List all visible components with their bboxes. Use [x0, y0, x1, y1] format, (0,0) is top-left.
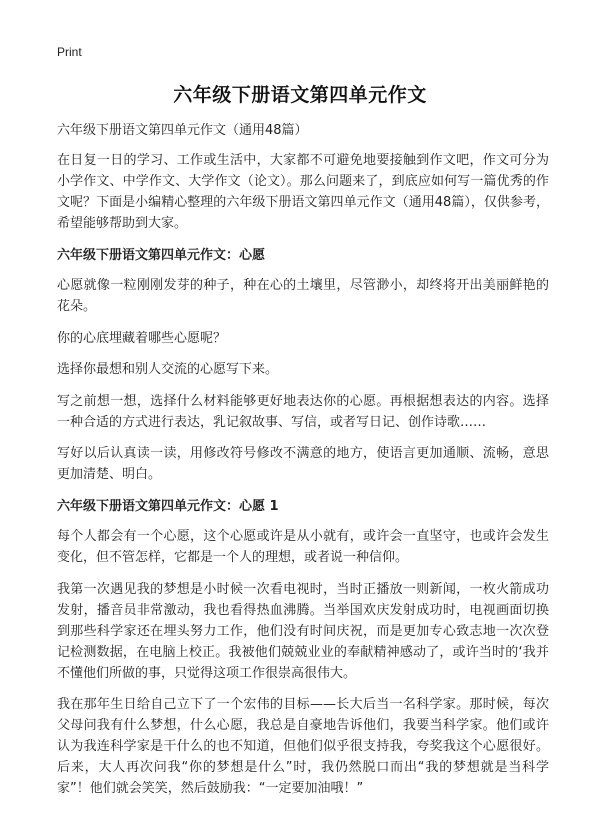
paragraph: 你的心底埋藏着哪些心愿呢？	[57, 330, 227, 346]
page-title: 六年级下册语文第四单元作文	[173, 84, 427, 106]
paragraph: 我在那年生日给自己立下了一个宏伟的目标——长大后当一名科学家。那时候，每次父母问我有什么梦想，什么心愿，我总是自豪地告诉他们，我要当科学家。他们或许认为我连科学家是干什么的也不知道，但他们似乎很支持我，夸奖我这个心愿很好。后来，大人再次问我“你的梦想是什么”时，我仍然脱口而出“我的梦想就是当科学家”！他们就会笑笑，然后鼓励我：“一定要加油哦！”	[57, 697, 549, 796]
paragraph: 我第一次遇见我的梦想是小时候一次看电视时，当时正播放一则新闻，一枚火箭成功发射，播音员非常激动，我也看得热血沸腾。当举国欢庆发射成功时，电视画面切换到那些科学家还在埋头努力工作，他们没有时间庆祝，而是更加专心致志地一次次登记检测数据，在电脑上校正。我被他们兢兢业业的奉献精神感动了，或许当时的‘我并不懂他们所做的事，只觉得这项工作很崇高很伟大。	[57, 581, 549, 681]
paragraph: 每个人都会有一个心愿，这个心愿或许是从小就有，或许会一直坚守，也或许会发生变化，但不管怎样，它都是一个人的理想，或者说一种信仰。	[57, 529, 549, 565]
document-body	[57, 120, 549, 810]
paragraph: 写之前想一想，选择什么材料能够更好地表达你的心愿。再根据想表达的内容。选择一种合适的方式进行表达，乳记叙故事、写信，或者写日记、创作诗歌……	[57, 393, 549, 430]
section-heading: 六年级下册语文第四单元作文：心愿 1	[57, 498, 279, 514]
print-link[interactable]: Print	[57, 45, 82, 59]
section-heading: 六年级下册语文第四单元作文：心愿	[57, 247, 266, 263]
paragraph: 写好以后认真读一读，用修改符号修改不满意的地方，使语言更加通顺、流畅，意思更加清楚、明白。	[57, 446, 549, 482]
paragraph: 选择你最想和别人交流的心愿写下来。	[57, 362, 279, 377]
paragraph: 心愿就像一粒刚刚发芽的种子，种在心的土壤里，尽管渺小，却终将开出美丽鲜艳的花朵。	[57, 278, 549, 314]
document-subtitle: 六年级下册语文第四单元作文（通用48篇）	[57, 123, 308, 138]
intro-paragraph: 在日复一日的学习、工作或生活中，大家都不可避免地要接触到作文吧，作文可分为小学作文、中学作文、大学作文（论文）。那么问题来了，到底应如何写一篇优秀的作文呢？下面是小编精心整理的六年级下册语文第四单元作文（通用48篇），仅供参考，希望能够帮助到大家。	[57, 153, 549, 231]
